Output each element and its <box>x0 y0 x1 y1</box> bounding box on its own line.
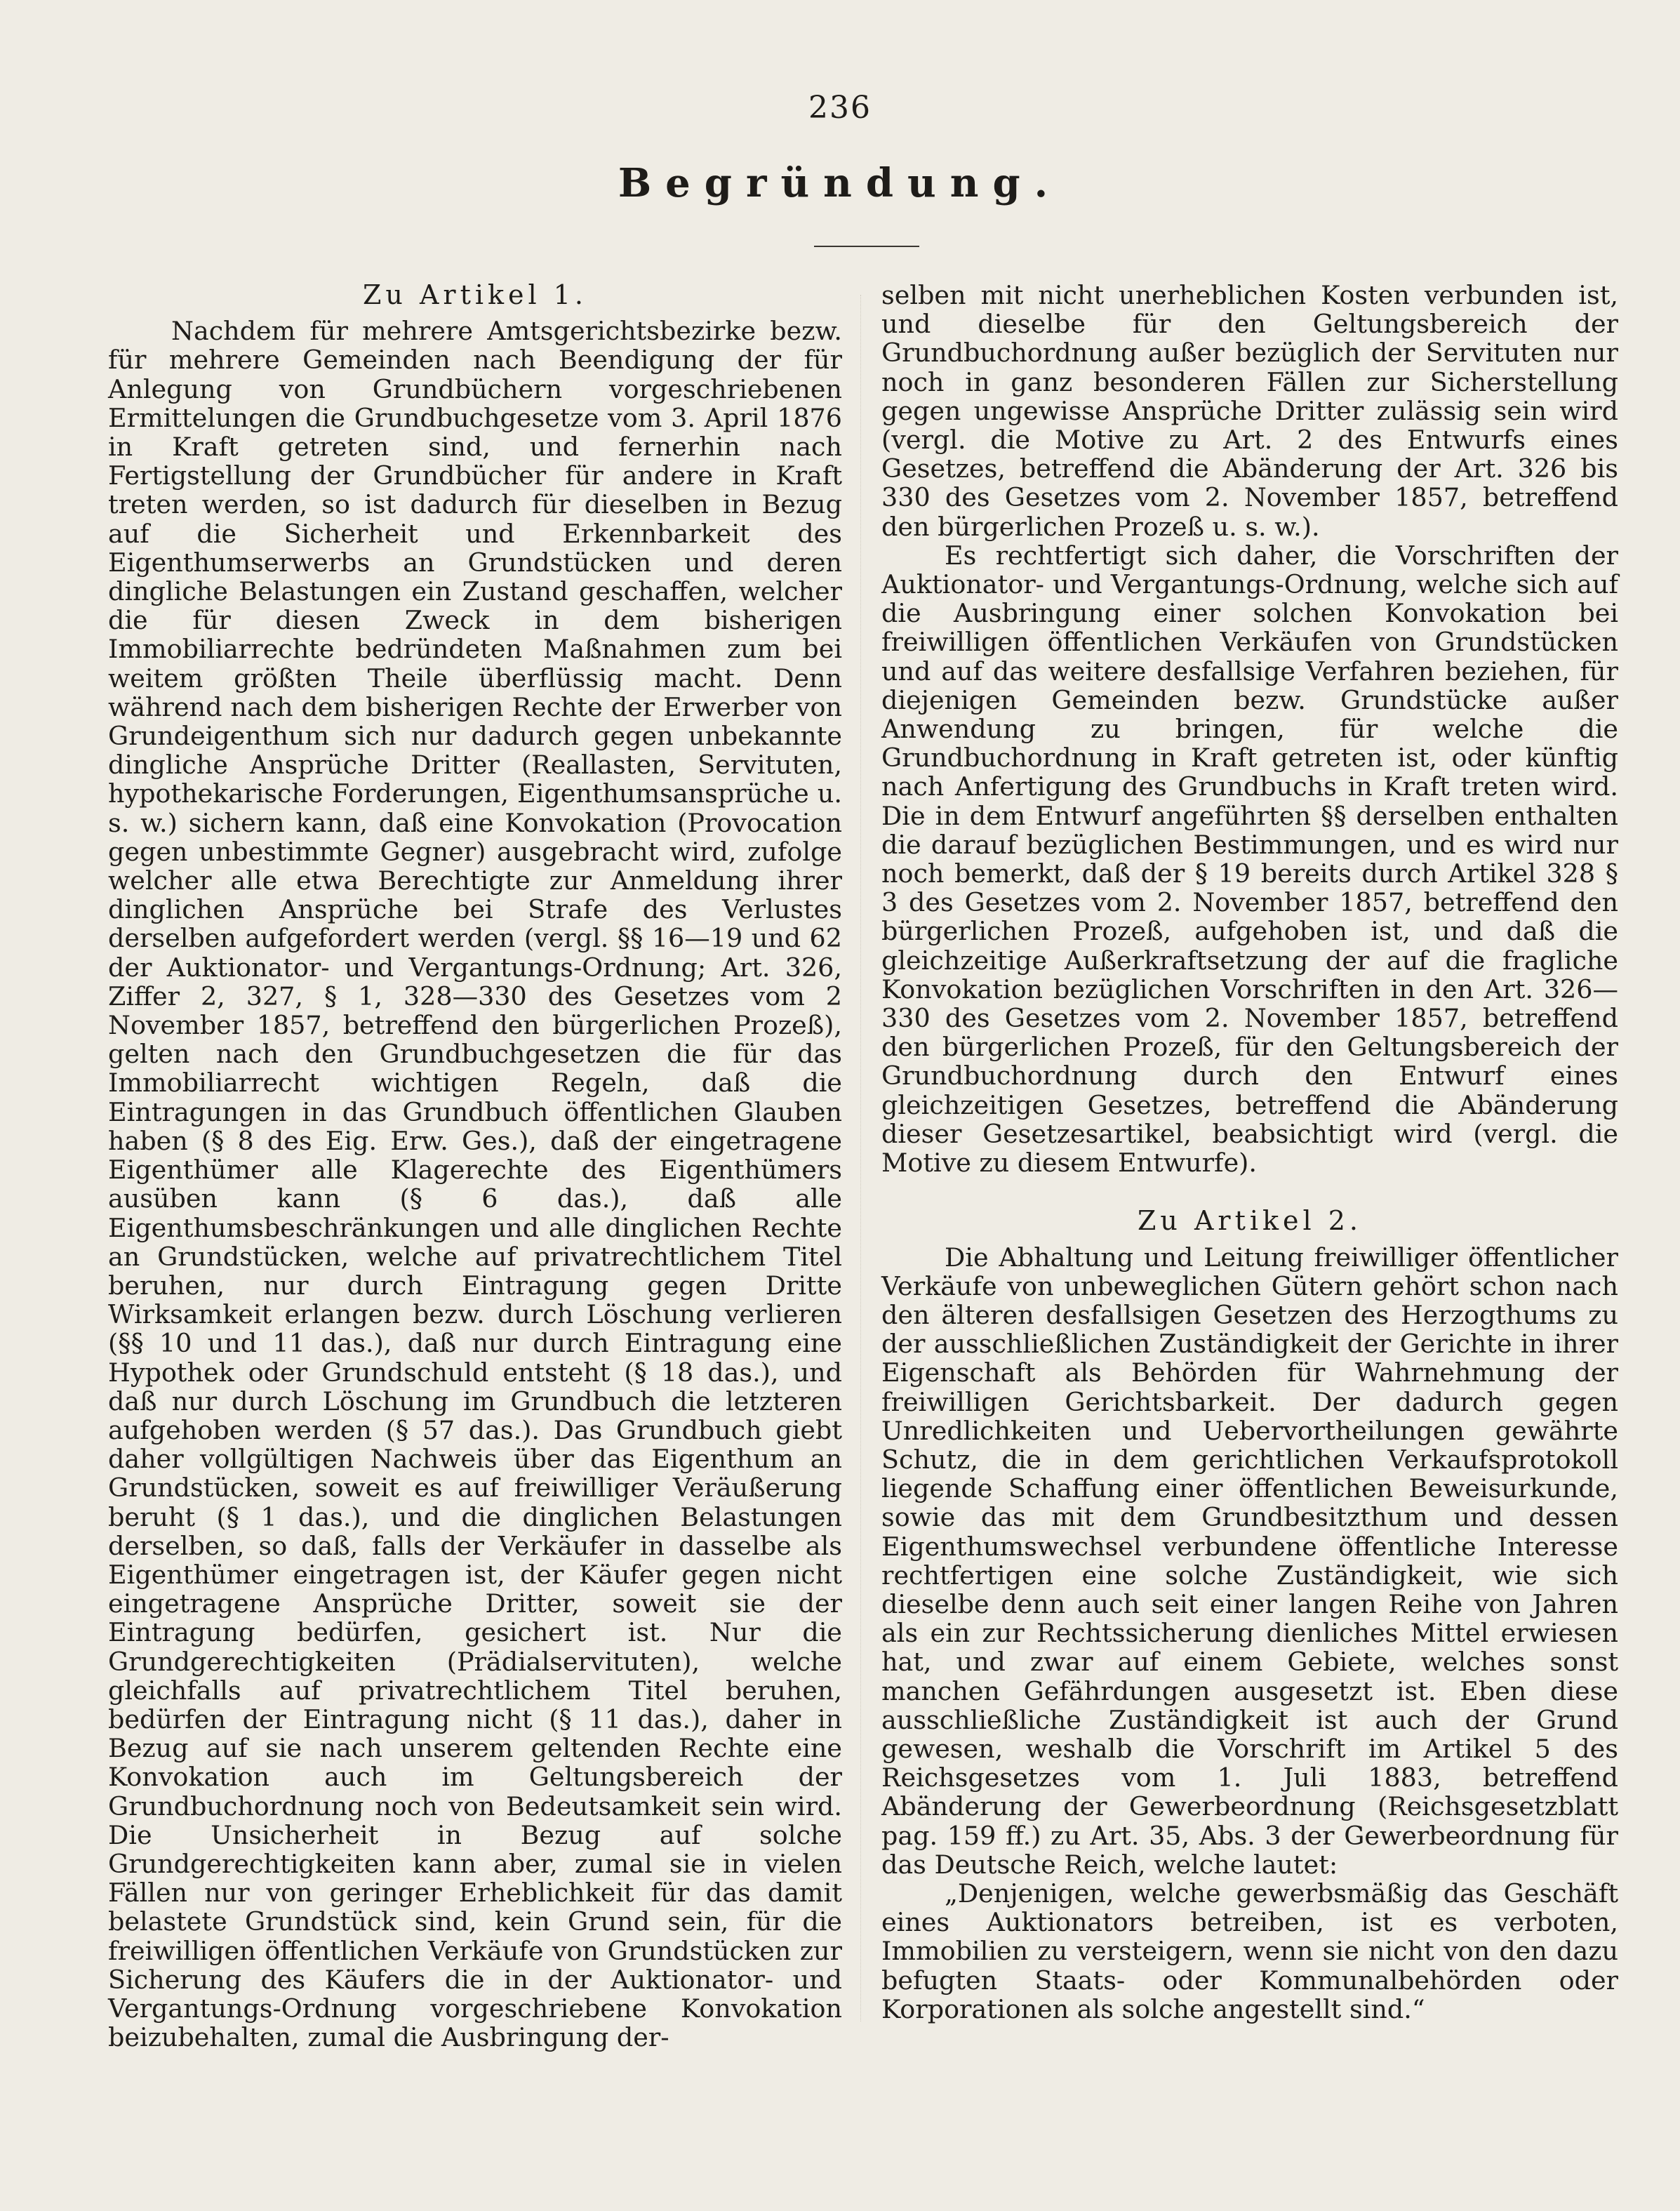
paragraph-rechtfertigung: Es rechtfertigt sich daher, die Vorschriften der Auktionator- und Vergantungs-Ordnung, welche sich auf die Ausbringung einer solchen Konvokation bei freiwilligen öffentlichen Verkäufen von Grundstücken und auf das weitere desfallsige Verfahren beziehen, für diejenigen Gemeinden bezw. Grundstücke außer Anwendung zu bringen, für welche die Grundbuchordnung in Kraft getreten ist, oder künftig nach Anfertigung des Grundbuchs in Kraft treten wird. Die in dem Entwurf angeführten §§ derselben enthalten die darauf bezüglichen Bestimmungen, und es wird nur noch bemerkt, daß der § 19 bereits durch Artikel 328 § 3 des Gesetzes vom 2. November 1857, betreffend den bürgerlichen Prozeß, aufgehoben ist, und daß die gleichzeitige Außerkraftsetzung der auf die fragliche Konvokation bezüglichen Vorschriften in den Art. 326—330 des Gesetzes vom 2. November 1857, betreffend den bürgerlichen Prozeß, für den Geltungsbereich der Grundbuchordnung durch den Entwurf eines gleichzeitigen Gesetzes, betreffend die Abänderung dieser Gesetzesartikel, beabsichtigt wird (vergl. die Motive zu diesem Entwurfe). <box>881 540 1618 1178</box>
title-divider <box>814 246 919 247</box>
paragraph-continuation: selben mit nicht unerheblichen Kosten verbunden ist, und dieselbe für den Geltungsbereich der Grundbuchordnung außer bezüglich der Servituten nur noch in ganz besonderen Fällen zur Sicherstellung gegen ungewisse Ansprüche Dritter zulässig sein wird (vergl. die Motive zu Art. 2 des Entwurfs eines Gesetzes, betreffend die Abänderung der Art. 326 bis 330 des Gesetzes vom 2. November 1857, betreffend den bürgerlichen Prozeß u. s. w.). <box>881 280 1618 542</box>
left-column <box>108 281 842 2052</box>
paragraph-artikel-1: Nachdem für mehrere Amtsgerichtsbezirke bezw. für mehrere Gemeinden nach Beendigung der für Anlegung von Grundbüchern vorgeschriebenen Ermittelungen die Grundbuchgesetze vom 3. April 1876 in Kraft getreten sind, und fernerhin nach Fertigstellung der Grundbücher für andere in Kraft treten werden, so ist dadurch für dieselben in Bezug auf die Sicherheit und Erkennbarkeit des Eigenthumserwerbs an Grundstücken und deren dingliche Belastungen ein Zustand geschaffen, welcher die für diesen Zweck in dem bisherigen Immobiliarrechte bedründeten Maßnahmen zum bei weitem größten Theile überflüssig macht. Denn während nach dem bisherigen Rechte der Erwerber von Grundeigenthum sich nur dadurch gegen unbekannte dingliche Ansprüche Dritter (Reallasten, Servituten, hypothekarische Forderungen, Eigenthumsansprüche u. s. w.) sichern kann, daß eine Konvokation (Provocation gegen unbestimmte Gegner) ausgebracht wird, zufolge welcher alle etwa Berechtigte zur Anmeldung ihrer dinglichen Ansprüche bei Strafe des Verlustes derselben aufgefordert werden (vergl. §§ 16—19 und 62 der Auktionator- und Vergantungs-Ordnung; Art. 326, Ziffer 2, 327, § 1, 328—330 des Gesetzes vom 2 November 1857, betreffend den bürgerlichen Prozeß), gelten nach den Grundbuchgesetzen die für das Immobiliarrecht wichtigen Regeln, daß die Eintragungen in das Grundbuch öffentlichen Glauben haben (§ 8 des Eig. Erw. Ges.), daß der eingetragene Eigenthümer alle Klagerechte des Eigenthümers ausüben kann (§ 6 das.), daß alle Eigenthumsbeschränkungen und alle dinglichen Rechte an Grundstücken, welche auf privatrechtlichem Titel beruhen, nur durch Eintragung gegen Dritte Wirksamkeit erlangen bezw. durch Löschung verlieren (§§ 10 und 11 das.), daß nur durch Eintragung eine Hypothek oder Grundschuld entsteht (§ 18 das.), und daß nur durch Löschung im Grundbuch die letzteren aufgehoben werden (§ 57 das.). Das Grundbuch giebt daher vollgültigen Nachweis über das Eigenthum an Grundstücken, soweit es auf freiwilliger Veräußerung beruht (§ 1 das.), und die dinglichen Belastungen derselben, so daß, falls der Verkäufer in dasselbe als Eigenthümer eingetragen ist, der Käufer gegen nicht eingetragene Ansprüche Dritter, soweit sie der Eintragung bedürfen, gesichert ist. Nur die Grundgerechtigkeiten (Prädialservituten), welche gleichfalls auf privatrechtlichem Titel beruhen, bedürfen der Eintragung nicht (§ 11 das.), daher in Bezug auf sie nach unserem geltenden Rechte eine Konvokation auch im Geltungsbereich der Grundbuchordnung noch von Bedeutsamkeit sein wird. Die Unsicherheit in Bezug auf solche Grundgerechtigkeiten kann aber, zumal sie in vielen Fällen nur von geringer Erheblichkeit für das damit belastete Grundstück sind, kein Grund sein, für die freiwilligen öffentlichen Verkäufe von Grundstücken zur Sicherung des Käufers die in der Auktionator- und Vergantungs-Ordnung vorgeschriebene Konvokation beizubehalten, zumal die Ausbringung der- <box>108 316 842 2053</box>
section-heading-artikel-2: Zu Artikel 2. <box>1138 1205 1362 1237</box>
quotation-gewerbeordnung: „Denjenigen, welche gewerbsmäßig das Geschäft eines Auktionators betreiben, ist es verboten, Immobilien zu versteigern, wenn sie nicht von den dazu befugten Staats- oder Kommunalbehörden oder Korporationen als solche angestellt sind.“ <box>881 1878 1618 2024</box>
column-divider <box>860 295 861 2021</box>
paragraph-artikel-2: Die Abhaltung und Leitung freiwilliger öffentlicher Verkäufe von unbeweglichen Gütern gehört schon nach den älteren desfallsigen Gesetzen des Herzogthums zu der ausschließlichen Zuständigkeit der Gerichte in ihrer Eigenschaft als Behörden für Wahrnehmung der freiwilligen Gerichtsbarkeit. Der dadurch gegen Unredlichkeiten und Uebervortheilungen gewährte Schutz, die in dem gerichtlichen Verkaufsprotokoll liegende Schaffung einer öffentlichen Beweisurkunde, sowie das mit dem Grundbesitzthum und dessen Eigenthumswechsel verbundene öffentliche Interesse rechtfertigen eine solche Zuständigkeit, wie sich dieselbe denn auch seit einer langen Reihe von Jahren als ein zur Rechtssicherung dienliches Mittel erwiesen hat, und zwar auf einem Gebiete, welches sonst manchen Gefährdungen ausgesetzt ist. Eben diese ausschließliche Zuständigkeit ist auch der Grund gewesen, weshalb die Vorschrift im Artikel 5 des Reichsgesetzes vom 1. Juli 1883, betreffend Abänderung der Gewerbeordnung (Reichsgesetzblatt pag. 159 ff.) zu Art. 35, Abs. 3 der Gewerbeordnung für das Deutsche Reich, welche lautet: <box>881 1242 1618 1880</box>
page-number: 236 <box>808 90 872 126</box>
section-heading-artikel-1: Zu Artikel 1. <box>363 279 587 310</box>
right-column <box>881 281 1618 2024</box>
page-title: Begründung. <box>618 160 1062 206</box>
